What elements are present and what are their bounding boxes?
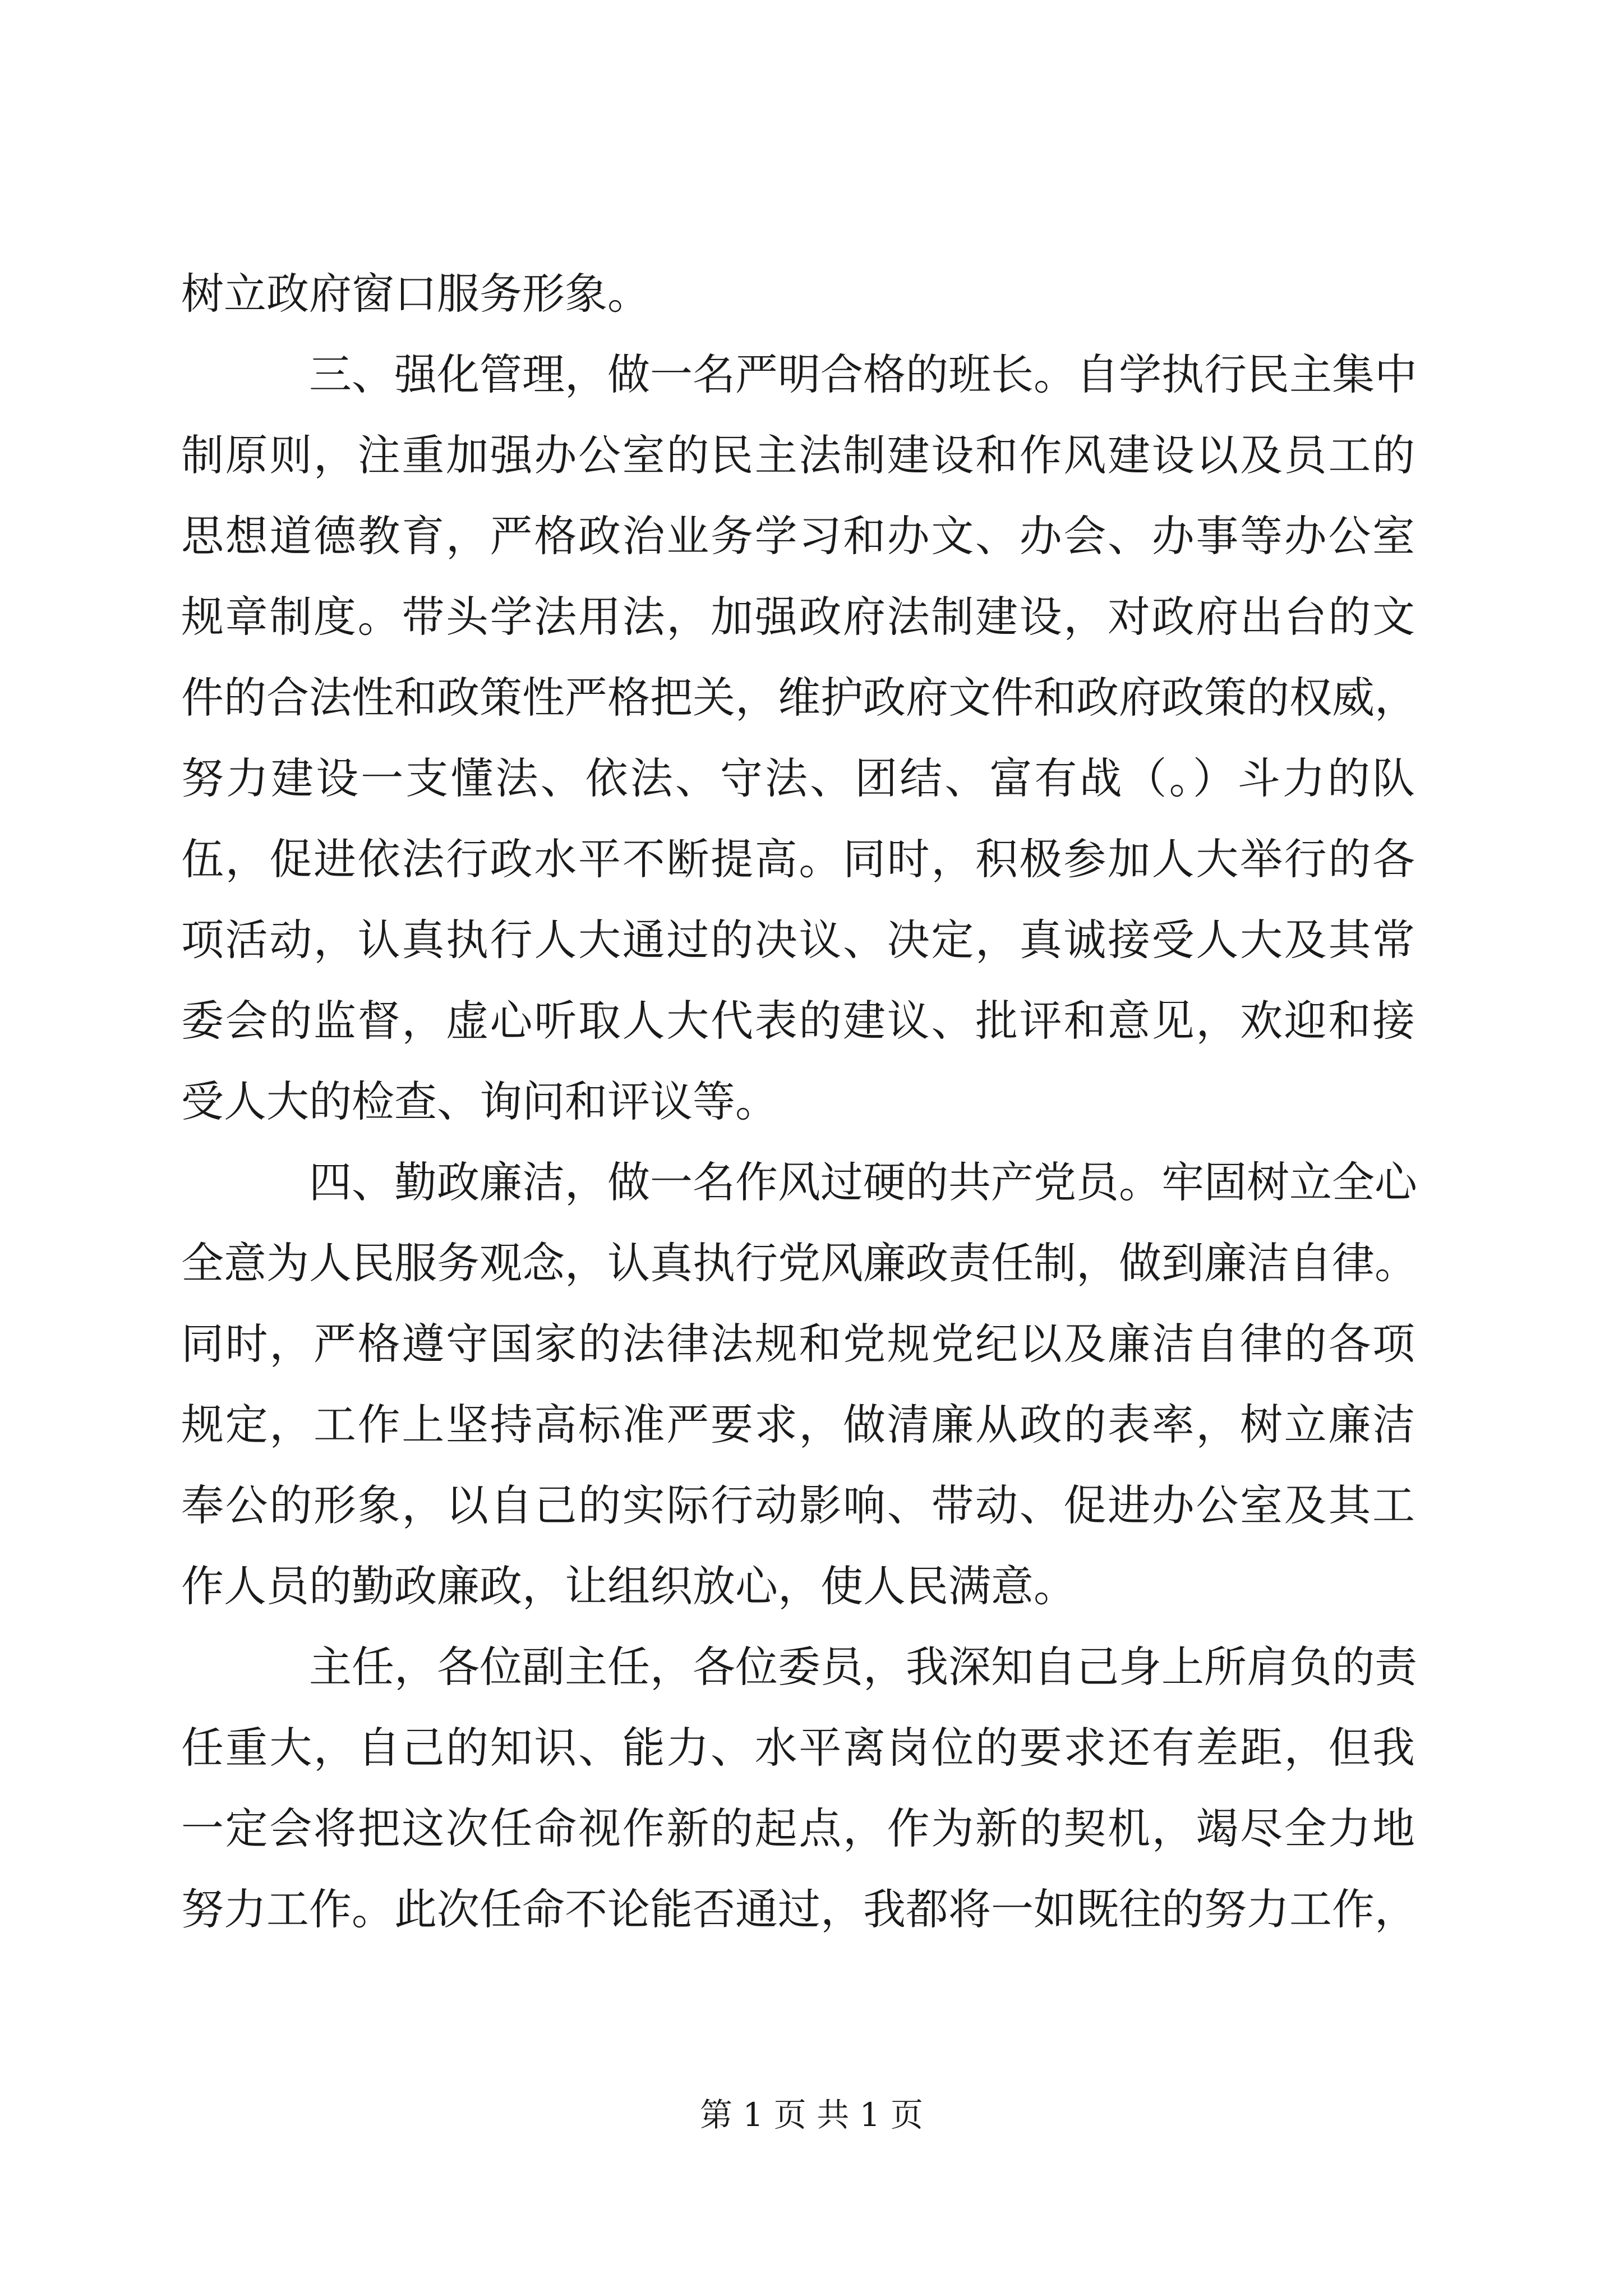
- text-line: 项活动，认真执行人大通过的决议、决定，真诚接受人大及其常: [181, 915, 1415, 965]
- text-line: 全意为人民服务观念，认真执行党风廉政责任制，做到廉洁自律。: [181, 1238, 1417, 1288]
- text-line: 思想道德教育，严格政治业务学习和办文、办会、办事等办公室: [181, 511, 1415, 561]
- text-line: 任重大，自己的知识、能力、水平离岗位的要求还有差距，但我: [181, 1723, 1415, 1773]
- document-body: [181, 254, 1415, 1950]
- text-line: 三、强化管理，做一名严明合格的班长。自学执行民主集中: [309, 349, 1417, 399]
- text-line: 奉公的形象，以自己的实际行动影响、带动、促进办公室及其工: [181, 1480, 1415, 1530]
- text-line: 努力建设一支懂法、依法、守法、团结、富有战（。）斗力的队: [181, 753, 1415, 803]
- text-line: 制原则，注重加强办公室的民主法制建设和作风建设以及员工的: [181, 430, 1415, 480]
- page-footer: 第 1 页 共 1 页: [700, 2096, 923, 2134]
- text-line: 伍，促进依法行政水平不断提高。同时，积极参加人大举行的各: [181, 834, 1415, 884]
- text-line: 四、勤政廉洁，做一名作风过硬的共产党员。牢固树立全心: [309, 1157, 1417, 1207]
- text-line: 努力工作。此次任命不论能否通过，我都将一如既往的努力工作，: [181, 1884, 1417, 1934]
- text-line: 同时，严格遵守国家的法律法规和党规党纪以及廉洁自律的各项: [181, 1319, 1415, 1369]
- text-line: 树立政府窗口服务形象。: [181, 269, 650, 319]
- text-line: 规章制度。带头学法用法，加强政府法制建设，对政府出台的文: [181, 592, 1415, 642]
- text-line: 作人员的勤政廉政，让组织放心，使人民满意。: [181, 1561, 1076, 1611]
- text-line: 规定，工作上坚持高标准严要求，做清廉从政的表率，树立廉洁: [181, 1400, 1415, 1450]
- text-line: 一定会将把这次任命视作新的起点，作为新的契机，竭尽全力地: [181, 1803, 1415, 1853]
- text-line: 受人大的检查、询问和评议等。: [181, 1076, 778, 1126]
- text-line: 委会的监督，虚心听取人大代表的建议、批评和意见，欢迎和接: [181, 996, 1415, 1046]
- text-line: 件的合法性和政策性严格把关，维护政府文件和政府政策的权威，: [181, 673, 1417, 723]
- text-line: 主任，各位副主任，各位委员，我深知自己身上所肩负的责: [309, 1642, 1417, 1692]
